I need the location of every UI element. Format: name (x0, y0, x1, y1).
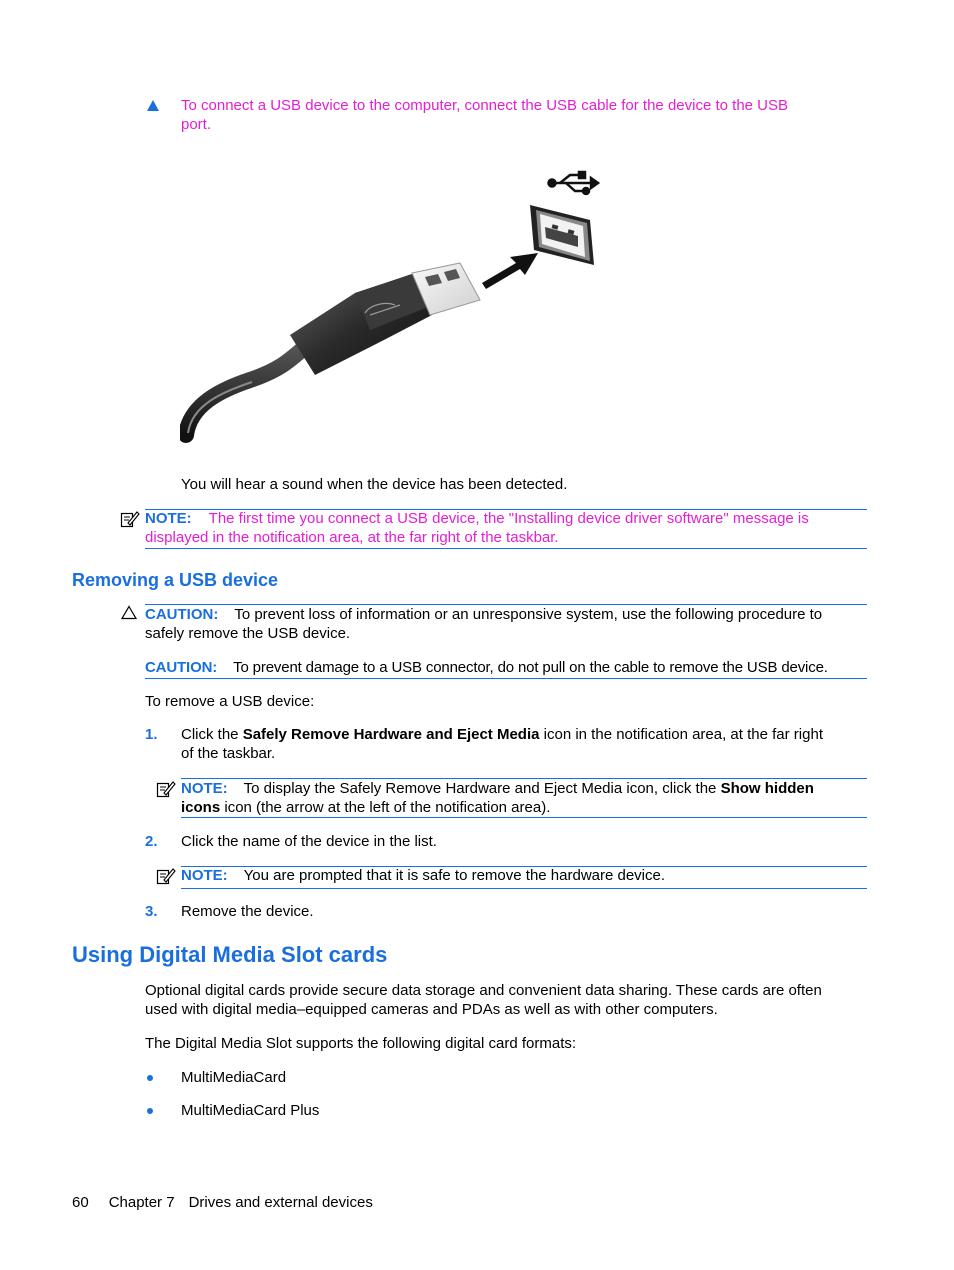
note3-line (181, 866, 665, 885)
caution1-text-line1: To prevent loss of information or an unresponsive system, use the following procedure to (234, 606, 823, 623)
caution-icon (121, 605, 137, 620)
usb-plug (290, 263, 480, 375)
step3-text: Remove the device. (181, 903, 314, 920)
footer-chapter-title: Drives and external devices (188, 1194, 373, 1211)
note1-bottom-rule (145, 548, 867, 549)
step2-text: Click the name of the device in the list. (181, 833, 437, 850)
list-item: MultiMediaCard (181, 1069, 287, 1086)
detected-text: You will hear a sound when the device has been detected. (181, 476, 568, 493)
usb-cable (186, 347, 305, 435)
step-triangle-icon (147, 100, 159, 111)
usb-symbol-icon (549, 172, 599, 194)
insert-arrow (482, 253, 538, 289)
note2-bold1: Show hidden (720, 780, 814, 797)
bullet-icon (147, 1075, 153, 1081)
note2-label: NOTE: (181, 780, 228, 797)
usb-connection-figure (180, 165, 610, 445)
step1-line1 (181, 725, 823, 744)
note1-line1 (145, 509, 809, 528)
step2-number: 2. (145, 833, 158, 850)
media-para1-line1: Optional digital cards provide secure data storage and convenient data sharing. These cards are often (145, 982, 822, 999)
note3-bottom-rule (181, 888, 867, 889)
media-para2: The Digital Media Slot supports the following digital card formats: (145, 1035, 577, 1052)
step1-line2: of the taskbar. (181, 745, 276, 762)
caution2-line (145, 658, 828, 677)
page-footer (72, 1193, 373, 1212)
note2-line1 (181, 779, 814, 798)
note1-text-line2: displayed in the notification area, at the far right of the taskbar. (145, 529, 559, 546)
note2-bold2: icons (181, 799, 221, 816)
section-heading-removing: Removing a USB device (72, 570, 279, 590)
step-text-line1: To connect a USB device to the computer, connect the USB cable for the device to the USB (181, 97, 789, 114)
step-text-line2: port. (181, 116, 212, 133)
note3-label: NOTE: (181, 867, 228, 884)
footer-chapter: Chapter 7 (108, 1194, 175, 1211)
note3-text: You are prompted that it is safe to remove the hardware device. (243, 867, 666, 884)
caution2-bottom-rule (145, 678, 867, 679)
remove-intro: To remove a USB device: (145, 693, 315, 710)
note2-line2 (181, 798, 550, 817)
bullet-icon (147, 1108, 153, 1114)
list-item: MultiMediaCard Plus (181, 1102, 320, 1119)
caution1-line1 (145, 605, 822, 624)
step3-number: 3. (145, 903, 158, 920)
note2-pre: To display the Safely Remove Hardware and Eject Media icon, click the (243, 780, 721, 797)
step1-number: 1. (145, 726, 158, 743)
note-icon (120, 510, 140, 528)
page-number: 60 (72, 1194, 89, 1211)
section-heading-media: Using Digital Media Slot cards (72, 942, 388, 967)
usb-port (530, 205, 594, 265)
note2-bottom-rule (181, 817, 867, 818)
note1-label: NOTE: (145, 510, 192, 527)
caution2-text: To prevent damage to a USB connector, do not pull on the cable to remove the USB device. (233, 659, 828, 676)
note1-text-line1: The first time you connect a USB device, the "Installing device driver software" message is (208, 510, 809, 527)
note-icon (156, 867, 176, 885)
step1-bold: Safely Remove Hardware and Eject Media (242, 726, 540, 743)
caution2-label: CAUTION: (145, 659, 218, 676)
step1-pre: Click the (181, 726, 243, 743)
caution1-label: CAUTION: (145, 606, 219, 623)
caution1-text-line2: safely remove the USB device. (145, 625, 351, 642)
note-icon (156, 780, 176, 798)
note2-post: icon (the arrow at the left of the notification area). (220, 799, 551, 816)
media-para1-line2: used with digital media–equipped cameras and PDAs as well as with other computers. (145, 1001, 718, 1018)
step1-post: icon in the notification area, at the far right (539, 726, 823, 743)
